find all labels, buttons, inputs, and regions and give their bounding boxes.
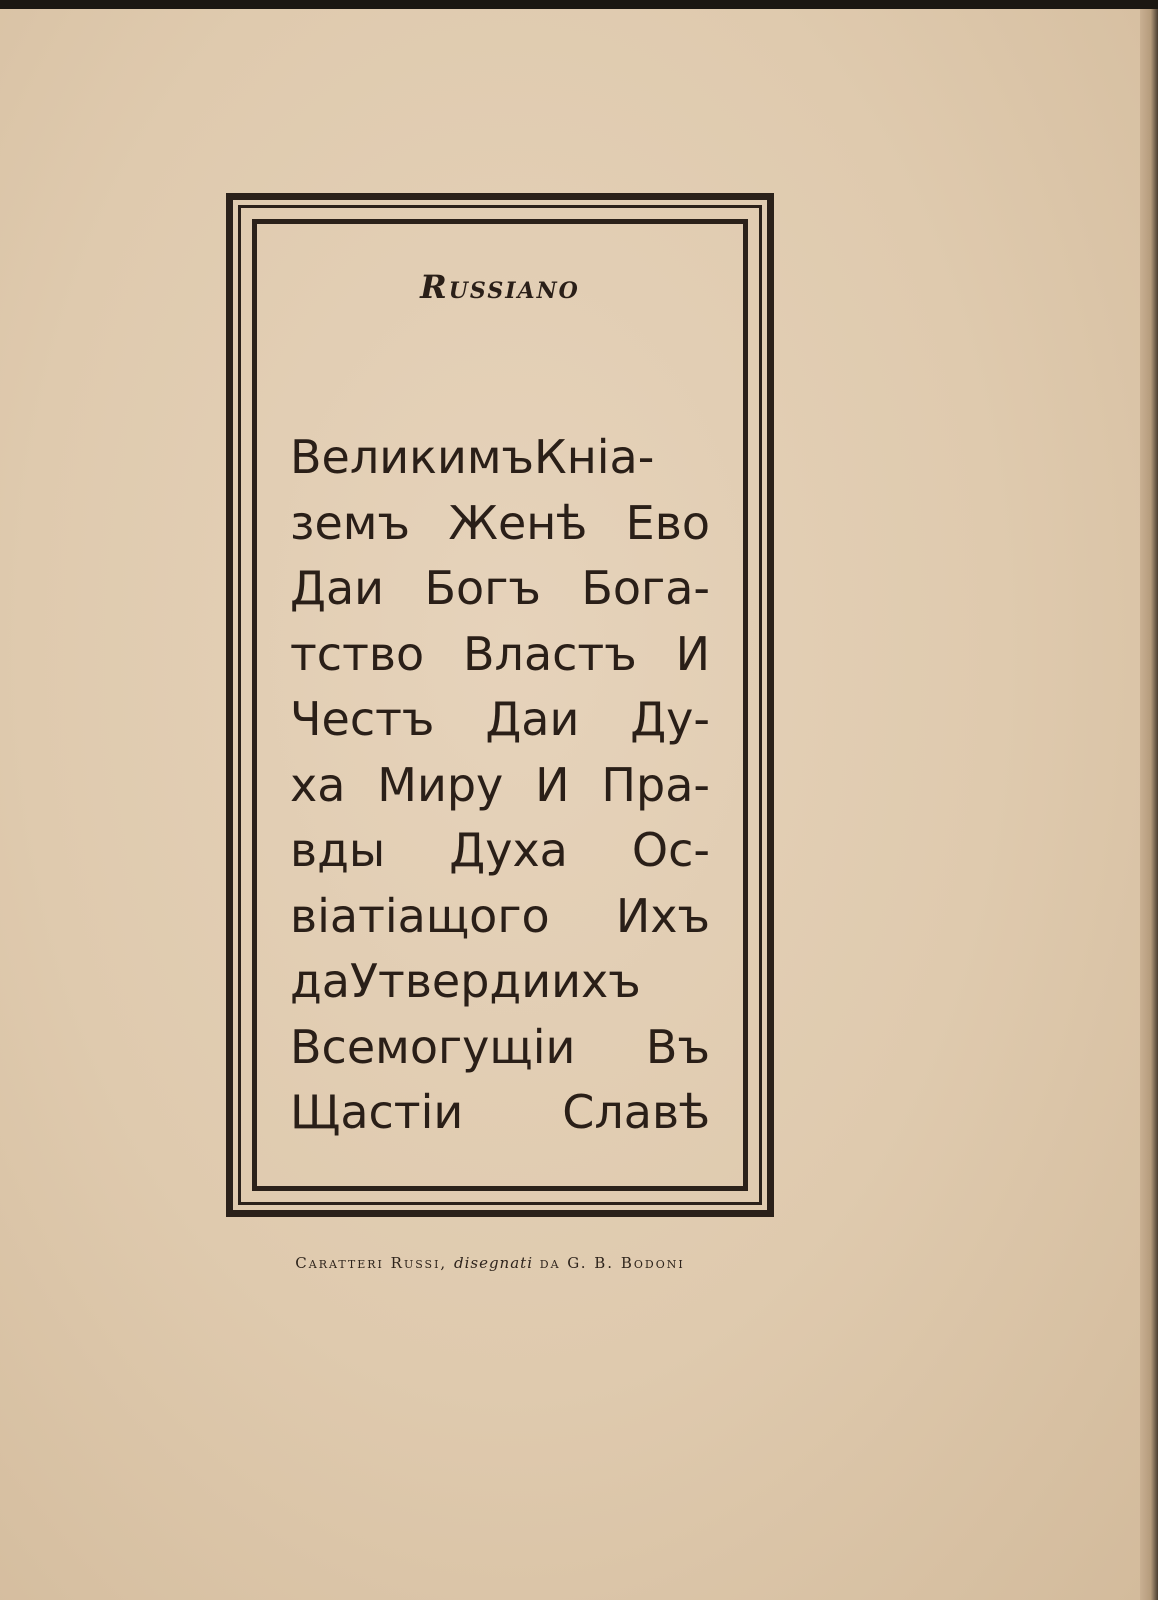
russian-verse: [290, 425, 710, 1146]
caption-italic: disegnati: [453, 1254, 533, 1272]
verse-line: тство Властъ И: [290, 626, 710, 681]
page-heading: [252, 268, 748, 306]
heading-text: Russiano: [420, 268, 580, 306]
verse-line: ха Миру И Пра-: [290, 757, 710, 812]
verse-line: Всемогущіи Въ: [290, 1019, 710, 1074]
verse-line: віатіащого Ихъ: [290, 888, 710, 943]
verse-line: вды Духа Ос-: [290, 823, 710, 877]
verse-line: даУтвердиихъ: [290, 954, 641, 1008]
verse-line: Честъ Даи Ду-: [290, 692, 710, 746]
verse-line: Щастіи Славѣ: [290, 1085, 710, 1139]
caption-part1: Caratteri Russi,: [295, 1254, 454, 1272]
verse-line: земъ Женѣ Ево: [290, 495, 710, 550]
verse-line: Даи Богъ Бога-: [290, 561, 710, 615]
figure-caption: [200, 1254, 780, 1272]
caption-part2: da G. B. Bodoni: [533, 1254, 685, 1272]
page-edge: [1140, 9, 1158, 1600]
verse-line: ВеликимъКніа-: [290, 430, 655, 484]
